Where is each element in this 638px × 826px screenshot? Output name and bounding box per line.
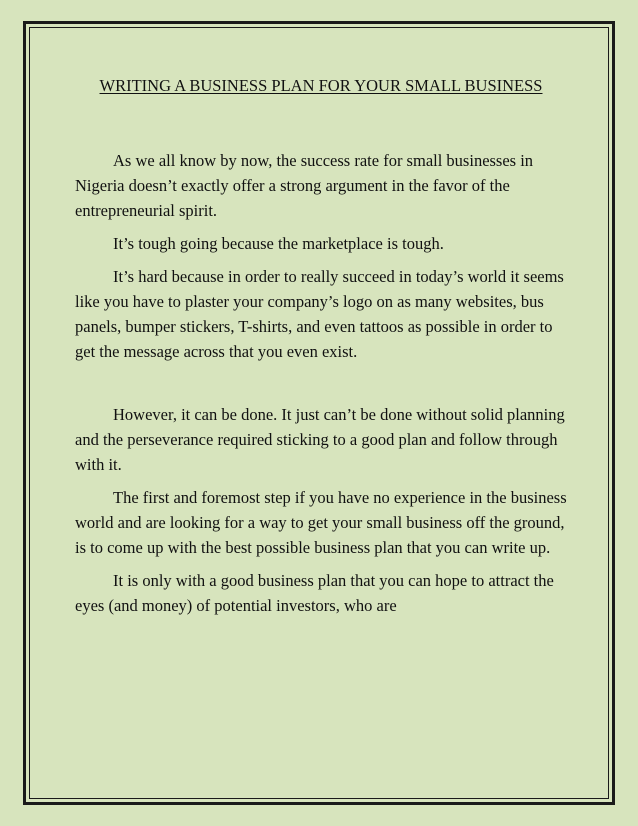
paragraph: It’s hard because in order to really succeed in today’s world it seems like you have to plaster your company’s logo on as many websites, bus panels, bumper stickers, T-shirts, and even tattoos as possible in order to get the message across that you even exist.: [75, 267, 564, 361]
paragraph: However, it can be done. It just can’t be done without solid planning and the perseverance required sticking to a good plan and follow through with it.: [75, 405, 565, 474]
document-body: [75, 74, 567, 618]
paragraph: The first and foremost step if you have no experience in the business world and are looking for a way to get your small business off the ground, is to come up with the best possible business plan that you can write up.: [75, 488, 567, 557]
paragraph: It is only with a good business plan that you can hope to attract the eyes (and money) of potential investors, who are: [75, 571, 554, 615]
document-title: WRITING A BUSINESS PLAN FOR YOUR SMALL BUSINESS: [99, 76, 543, 95]
paragraph: It’s tough going because the marketplace is tough.: [113, 234, 444, 253]
paragraph: As we all know by now, the success rate for small businesses in Nigeria doesn’t exactly offer a strong argument in the favor of the entrepreneurial spirit.: [75, 151, 534, 220]
